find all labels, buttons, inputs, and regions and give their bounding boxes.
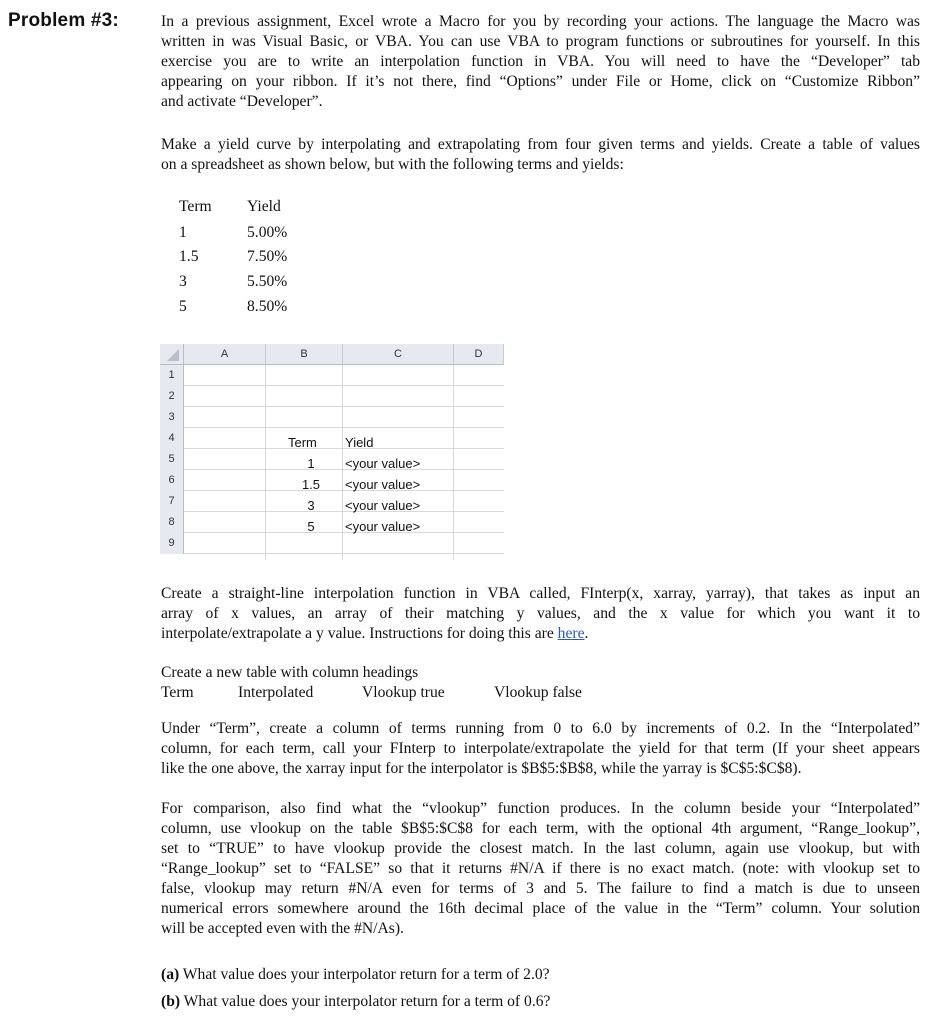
row-header: 4 — [160, 428, 184, 449]
column-header-c: C — [343, 344, 454, 365]
intro-line: exercise you are to write an interpolation function in VBA. You will need to have the “Developer” tab — [161, 53, 920, 70]
new-table-intro: Create a new table with column headings — [161, 664, 419, 681]
given-term: 1 — [179, 224, 187, 241]
interp-line: array of x values, an array of their matching y values, and the x value for which you want it to — [161, 605, 920, 622]
row-header: 8 — [160, 512, 184, 533]
column-header-b: B — [266, 344, 343, 365]
row-header: 7 — [160, 491, 184, 512]
term-paragraph — [161, 719, 920, 779]
row-header: 5 — [160, 449, 184, 470]
problem-label: Problem #3: — [8, 10, 119, 31]
vlookup-line: “Range_lookup” set to “FALSE” so that it returns #N/A if there is no exact match. (note: with vlookup set to — [161, 860, 920, 877]
intro-line: written in was Visual Basic, or VBA. You can use VBA to program functions or subroutines for yourself. In this — [161, 33, 920, 50]
heading-term: Term — [161, 684, 194, 701]
question-label: (a) — [161, 966, 180, 983]
given-yield: 8.50% — [247, 298, 288, 315]
spreadsheet-image — [160, 344, 504, 560]
yield-curve-paragraph — [161, 135, 920, 175]
cell-term-header: Term — [288, 435, 317, 450]
given-yield: 5.50% — [247, 273, 288, 290]
cell-term: 5 — [307, 519, 315, 534]
vlookup-line: set to “TRUE” to have vlookup provide the closest match. In the last column, again use vlookup, but with — [161, 840, 920, 857]
interp-line: Create a straight-line interpolation function in VBA called, FInterp(x, xarray, yarray), that takes as input an — [161, 585, 920, 602]
question-text: What value does your interpolator return for a term of 2.0? — [179, 966, 550, 983]
instructions-link[interactable]: here — [557, 625, 585, 642]
cell-yield: <your value> — [345, 498, 421, 513]
term-line: Under “Term”, create a column of terms running from 0 to 6.0 by increments of 0.2. In the “Interpolated” — [161, 720, 920, 737]
cell-term: 3 — [307, 498, 315, 513]
vlookup-line: will be accepted even with the #N/As). — [161, 920, 404, 937]
given-term: 1.5 — [179, 248, 199, 265]
row-header: 2 — [160, 386, 184, 407]
cell-yield-header: Yield — [345, 435, 374, 450]
given-term: 5 — [179, 298, 187, 315]
cell-yield: <your value> — [345, 477, 421, 492]
cell-yield: <your value> — [345, 519, 421, 534]
yield-curve-line: on a spreadsheet as shown below, but with the following terms and yields: — [161, 156, 624, 173]
vlookup-line: numerical errors somewhere around the 16th decimal place of the value in the “Term” column. Your solution — [161, 900, 920, 917]
vlookup-paragraph — [161, 799, 920, 939]
vlookup-line: For comparison, also find what the “vlookup” function produces. In the column beside your “Interpolated” — [161, 800, 920, 817]
interp-line — [161, 624, 920, 644]
intro-line: and activate “Developer”. — [161, 93, 323, 110]
question-b — [161, 993, 550, 1011]
interp-last-suffix: . — [584, 625, 589, 642]
heading-vlookup-false: Vlookup false — [494, 684, 582, 701]
given-header-term: Term — [179, 198, 212, 215]
interp-paragraph — [161, 584, 920, 644]
term-line: like the one above, the xarray input for the interpolator is $B$5:$B$8, while the yarray is $C$5:$C$8). — [161, 760, 802, 777]
given-yield: 5.00% — [247, 224, 288, 241]
question-a — [161, 966, 550, 984]
given-header-yield: Yield — [247, 198, 281, 215]
interp-last-prefix: interpolate/extrapolate a y value. Instructions for doing this are — [161, 625, 558, 642]
row-header: 9 — [160, 533, 184, 554]
yield-curve-line: Make a yield curve by interpolating and extrapolating from four given terms and yields. Create a table of values — [161, 136, 920, 153]
term-line: column, for each term, call your FInterp to interpolate/extrapolate the yield for that term (If your sheet appears — [161, 740, 920, 757]
row-header: 1 — [160, 365, 184, 386]
vlookup-line: false, vlookup may return #N/A even for terms of 3 and 5. The failure to find a match is due to unseen — [161, 880, 920, 897]
row-header: 3 — [160, 407, 184, 428]
column-header-d: D — [454, 344, 504, 365]
intro-line: appearing on your ribbon. If it’s not there, find “Options” under File or Home, click on “Customize Ribbon” — [161, 73, 920, 90]
row-header: 6 — [160, 470, 184, 491]
sheet-corner — [160, 344, 184, 365]
vlookup-line: column, use vlookup on the table $B$5:$C$8 for each term, with the optional 4th argument, “Range_lookup”, — [161, 820, 920, 837]
heading-vlookup-true: Vlookup true — [362, 684, 445, 701]
question-label: (b) — [161, 993, 181, 1010]
cell-yield: <your value> — [345, 456, 421, 471]
cell-term: 1.5 — [301, 477, 321, 492]
intro-line: In a previous assignment, Excel wrote a Macro for you by recording your actions. The language the Macro was — [161, 13, 920, 30]
column-header-a: A — [184, 344, 266, 365]
given-term: 3 — [179, 273, 187, 290]
cell-term: 1 — [307, 456, 315, 471]
intro-paragraph — [161, 12, 920, 112]
heading-interpolated: Interpolated — [238, 684, 314, 701]
select-all-icon — [160, 344, 184, 365]
question-text: What value does your interpolator return for a term of 0.6? — [180, 993, 551, 1010]
given-yield: 7.50% — [247, 248, 288, 265]
